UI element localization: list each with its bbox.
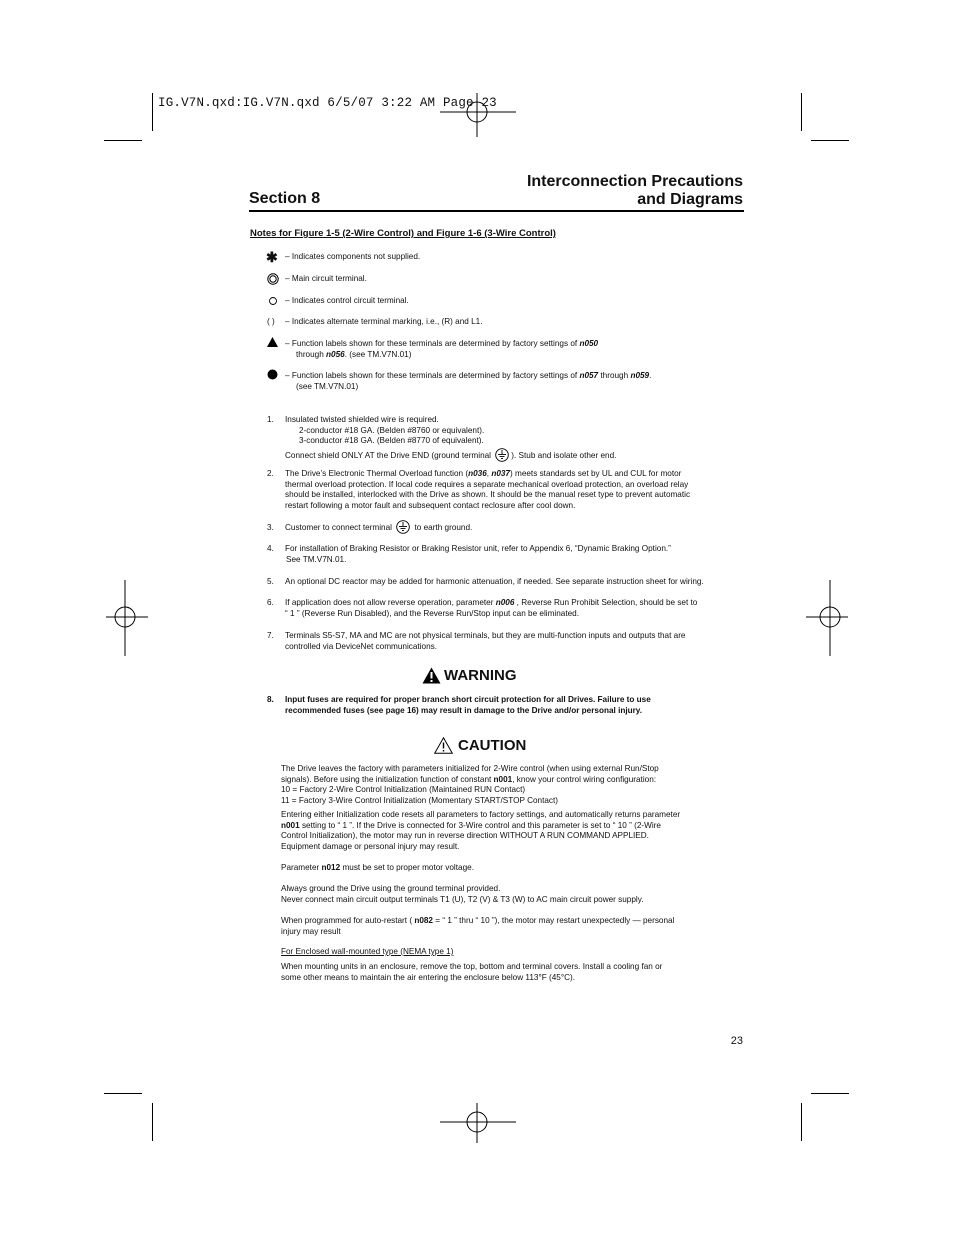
caution-paragraph: When mounting units in an enclosure, remove the top, bottom and terminal covers. Install a cooling fan or some other means to maintain the air entering the enclosure below 113°F (45°C). (281, 962, 663, 982)
section-label: Section 8 (249, 190, 321, 207)
registration-mark-bottom (440, 1103, 516, 1143)
note-item: If application does not allow reverse operation, parameter n006 , Reverse Run Prohibit Selection, should be set to “ 1 ” (Reverse Run Disabled), and the Reverse Run/Stop input can be eliminated. (285, 598, 698, 618)
note-item: For installation of Braking Resistor or Braking Resistor unit, refer to Appendix 6, “Dynamic Braking Option.” See TM.V7N.01. (285, 544, 671, 564)
filled-circle-icon (267, 369, 278, 380)
item-number: 1. (267, 415, 274, 424)
ground-terminal-icon (396, 520, 410, 534)
note-item: An optional DC reactor may be added for harmonic attenuation, if needed. See separate instruction sheet for wiring. (285, 577, 704, 586)
crop-mark (152, 93, 153, 131)
double-circle-icon (267, 273, 279, 285)
registration-mark-left (106, 580, 148, 656)
caution-paragraph: The Drive leaves the factory with parameters initialized for 2-Wire control (when using external Run/Stop signals). Before using the initialization function of constant n001, know your control wiring configuration: 10 = Factory 2-Wire Control Initialization (Maintained RUN Contact) 11 = Factory 3-Wire Control Initialization (Momentary START/STOP Contact) (281, 764, 659, 805)
warning-heading: WARNING (422, 667, 517, 684)
legend-text: – Indicates alternate terminal marking, i.e., (R) and L1. (285, 317, 483, 326)
item-number: 6. (267, 598, 274, 607)
note-item: The Drive’s Electronic Thermal Overload function (n036, n037) meets standards set by UL and CUL for motor thermal overload protection. If local code requires a separate mechanical overload protection, an overload relay should be installed, interlocked with the Drive as shown. It should be the manual reset type to prevent automatic restart following a motor fault and subsequent contact reclosure after cool down. (285, 469, 691, 510)
page-title (527, 173, 743, 209)
enclosure-heading: For Enclosed wall-mounted type (NEMA type 1) (281, 947, 454, 956)
legend-text: – Indicates control circuit terminal. (285, 296, 409, 305)
crop-mark (801, 1103, 802, 1141)
warning-triangle-icon (422, 667, 441, 684)
page-number: 23 (730, 1035, 743, 1047)
caution-paragraph: Entering either Initialization code resets all parameters to factory settings, and automatically returns parameter n001 setting to “ 1 ”. If the Drive is connected for 3-Wire control and this parameter is set to “ 10 ” (2-Wire Control Initialization), the motor may run in reverse direction WITHOUT A RUN COMMAND APPLIED. Equipment damage or personal injury may result. (281, 810, 681, 851)
note-item: Customer to connect terminal to earth ground. (285, 520, 472, 534)
caution-paragraph: When programmed for auto-restart ( n082 = “ 1 ” thru “ 10 ”), the motor may restart unexpectedly — personal injury may result (281, 916, 675, 936)
crop-mark (152, 1103, 153, 1141)
paren-symbol: ( ) (267, 317, 275, 326)
small-circle-icon (268, 296, 278, 306)
legend-text: – Main circuit terminal. (285, 274, 367, 283)
item-number: 7. (267, 631, 274, 640)
caution-triangle-icon (434, 737, 453, 754)
legend-text: – Indicates components not supplied. (285, 252, 421, 261)
title-line: and Diagrams (637, 191, 743, 208)
crop-mark (104, 1093, 142, 1094)
notes-heading: Notes for Figure 1-5 (2-Wire Control) and Figure 1-6 (3-Wire Control) (250, 228, 556, 239)
item-number: 8. (267, 695, 274, 704)
triangle-icon (267, 337, 278, 347)
legend-text: – Function labels shown for these terminals are determined by factory settings of n057 through n059. (see TM.V7N.01) (285, 371, 652, 391)
crop-mark (104, 140, 142, 141)
header-rule (249, 210, 744, 212)
title-line: Interconnection Precautions (526, 173, 743, 190)
asterisk-icon: ✱ (266, 249, 278, 265)
warning-text: Input fuses are required for proper branch short circuit protection for all Drives. Failure to use recommended fuses (see page 16) may result in damage to the Drive and/or personal injury. (285, 695, 651, 715)
crop-mark (801, 93, 802, 131)
crop-mark (811, 1093, 849, 1094)
item-number: 5. (267, 577, 274, 586)
caution-paragraph: Parameter n012 must be set to proper motor voltage. (281, 863, 474, 872)
item-number: 2. (267, 469, 274, 478)
note-item: Terminals S5-S7, MA and MC are not physical terminals, but they are multi-function inputs and outputs that are controlled via DeviceNet communications. (285, 631, 686, 651)
item-number: 4. (267, 544, 274, 553)
caution-heading: CAUTION (434, 737, 526, 754)
registration-mark-right (806, 580, 848, 656)
file-slug: IG.V7N.qxd:IG.V7N.qxd 6/5/07 3:22 AM Page 23 (158, 96, 497, 110)
item-number: 3. (267, 523, 274, 532)
ground-terminal-icon (495, 448, 509, 462)
caution-paragraph: Always ground the Drive using the ground terminal provided. Never connect main circuit output terminals T1 (U), T2 (V) & T3 (W) to AC main circuit power supply. (281, 884, 644, 904)
note-item: Insulated twisted shielded wire is required. 2-conductor #18 GA. (Belden #8760 or equivalent). 3-conductor #18 GA. (Belden #8770 of equivalent). Connect shield ONLY AT the Drive END (ground terminal ). Stub and isolate other end. (285, 415, 617, 460)
crop-mark (811, 140, 849, 141)
legend-text: – Function labels shown for these terminals are determined by factory settings of n050 through n056. (see TM.V7N.01) (285, 339, 599, 359)
